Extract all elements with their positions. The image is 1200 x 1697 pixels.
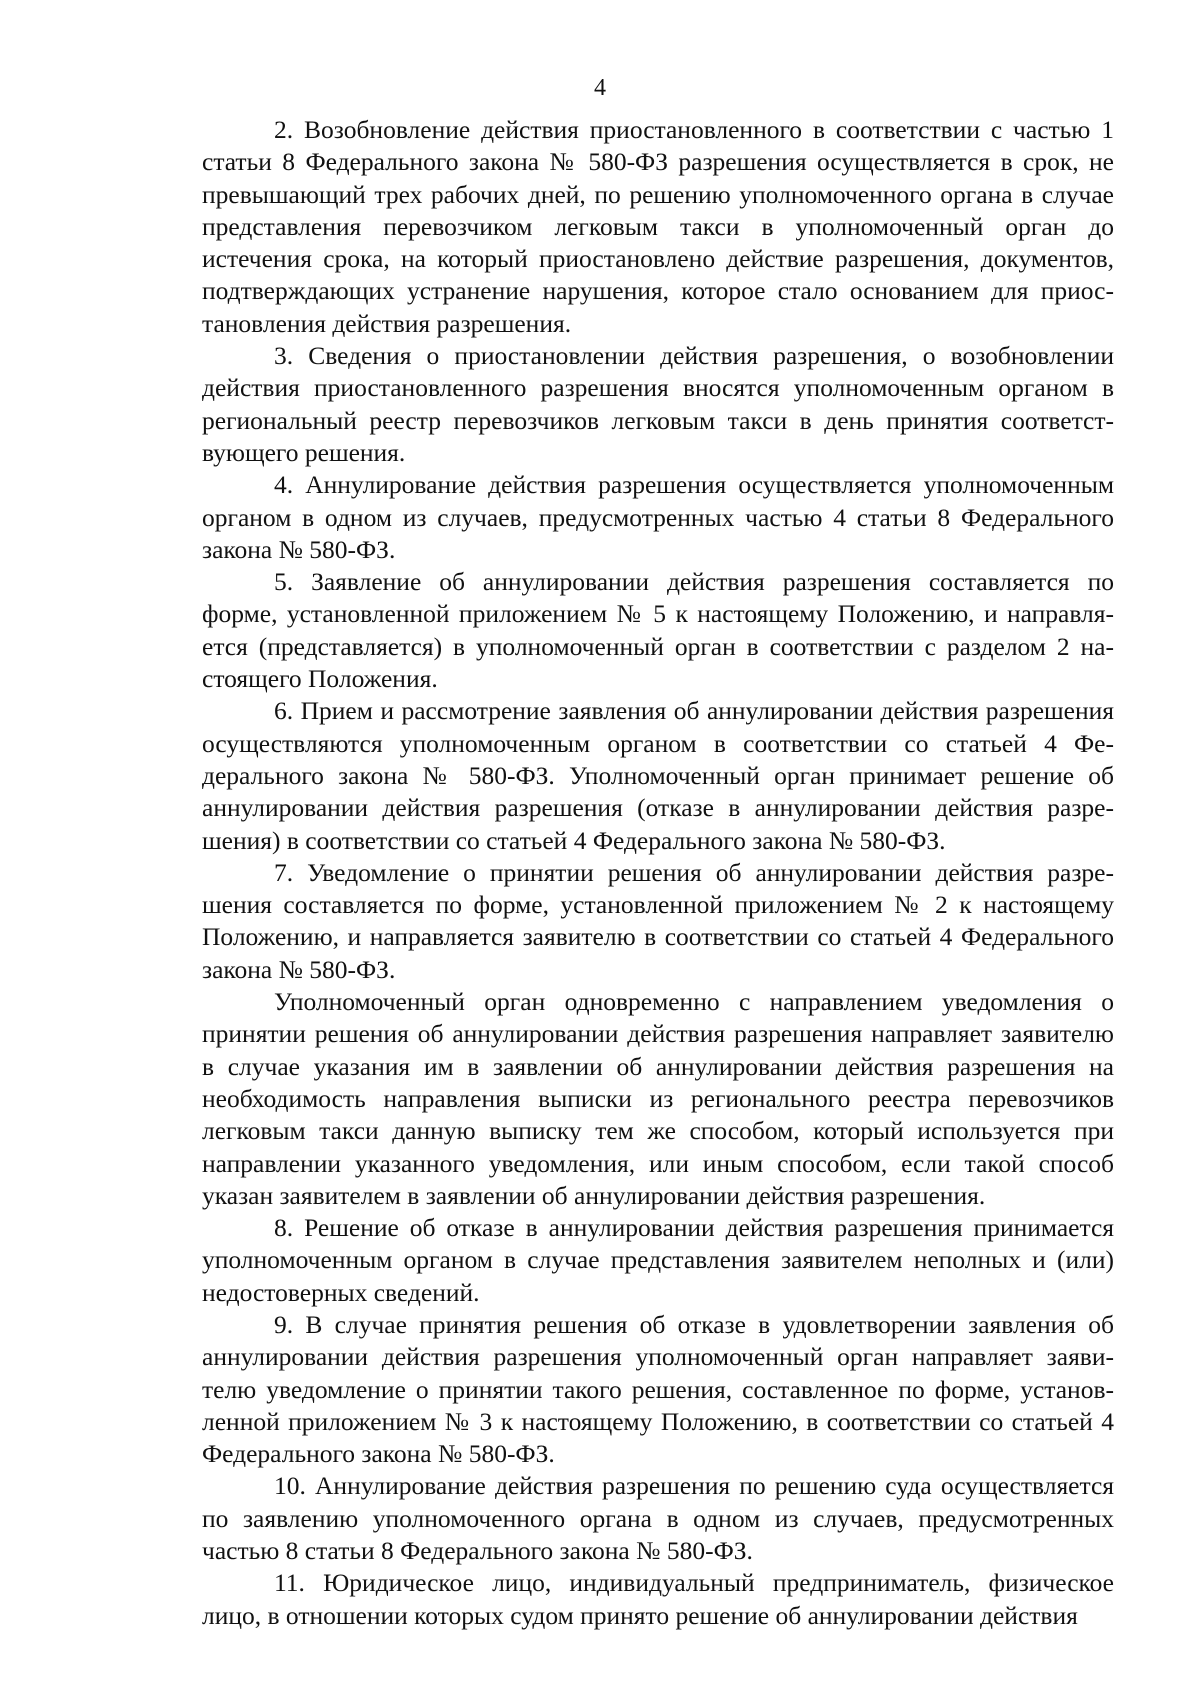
paragraph-8: 8. Решение об отказе в аннулировании действия разрешения принимается уполномоченным органом в случае представления заявителем неполных и (или) недостоверных сведений. <box>202 1213 1114 1307</box>
paragraph-2: 2. Возобновление действия приостановленного в соответствии с частью 1 статьи 8 Федерального закона № 580-ФЗ разрешения осуществляется в срок, не превышающий трех рабочих дней, по решению уполномоченного органа в случае представления перевозчиком легковым такси в уполномоченный орган до истечения срока, на который приостановлено действие разрешения, документов, подтверждающих устранение нарушения, которое стало основанием для приостановления действия разрешения. <box>202 115 1114 338</box>
paragraph-5: 5. Заявление об аннулировании действия разрешения составляется по форме, установленной приложением № 5 к настоящему Положению, и направляется (представляется) в уполномоченный орган в соответствии с разделом 2 настоящего Положения. <box>202 567 1114 694</box>
paragraph-6: 6. Прием и рассмотрение заявления об аннулировании действия разрешения осуществляются уполномоченным органом в соответствии со статьей 4 Федерального закона № 580-ФЗ. Уполномоченный орган принимает решение об аннулировании действия разрешения (отказе в аннулировании действия разрешения) в соответствии со статьей 4 Федерального закона № 580-ФЗ. <box>202 696 1114 855</box>
paragraph-3: 3. Сведения о приостановлении действия разрешения, о возобновлении действия приостановленного разрешения вносятся уполномоченным органом в региональный реестр перевозчиков легковым такси в день принятия соответствующего решения. <box>202 341 1114 467</box>
paragraph-4: 4. Аннулирование действия разрешения осуществляется уполномоченным органом в одном из случаев, предусмотренных частью 4 статьи 8 Федерального закона № 580-ФЗ. <box>202 470 1114 564</box>
paragraph-11: 11. Юридическое лицо, индивидуальный предприниматель, физическое лицо, в отношении которых судом принято решение об аннулировании действия <box>202 1568 1114 1630</box>
page-number: 4 <box>594 75 606 101</box>
paragraph-7-continuation: Уполномоченный орган одновременно с направлением уведомления о принятии решения об аннулировании действия разрешения направляет заявителю в случае указания им в заявлении об аннулировании действия разрешения на необходимость направления выписки из регионального реестра перевозчиков легковым такси данную выписку тем же способом, который используется при направлении указанного уведомления, или иным способом, если такой способ указан заявителем в заявлении об аннулировании действия разрешения. <box>202 987 1114 1210</box>
paragraph-10: 10. Аннулирование действия разрешения по решению суда осуществляется по заявлению уполномоченного органа в одном из случаев, предусмотренных частью 8 статьи 8 Федерального закона № 580-ФЗ. <box>202 1471 1114 1566</box>
document-body <box>202 114 1114 1632</box>
paragraph-9: 9. В случае принятия решения об отказе в удовлетворении заявления об аннулировании действия разрешения уполномоченный орган направляет заявителю уведомление о принятии такого решения, составленное по форме, установленной приложением № 3 к настоящему Положению, в соответствии со статьей 4 Федерального закона № 580-ФЗ. <box>202 1309 1114 1469</box>
paragraph-7: 7. Уведомление о принятии решения об аннулировании действия разрешения составляется по форме, установленной приложением № 2 к настоящему Положению, и направляется заявителю в соответствии со статьей 4 Федерального закона № 580-ФЗ. <box>202 857 1114 984</box>
